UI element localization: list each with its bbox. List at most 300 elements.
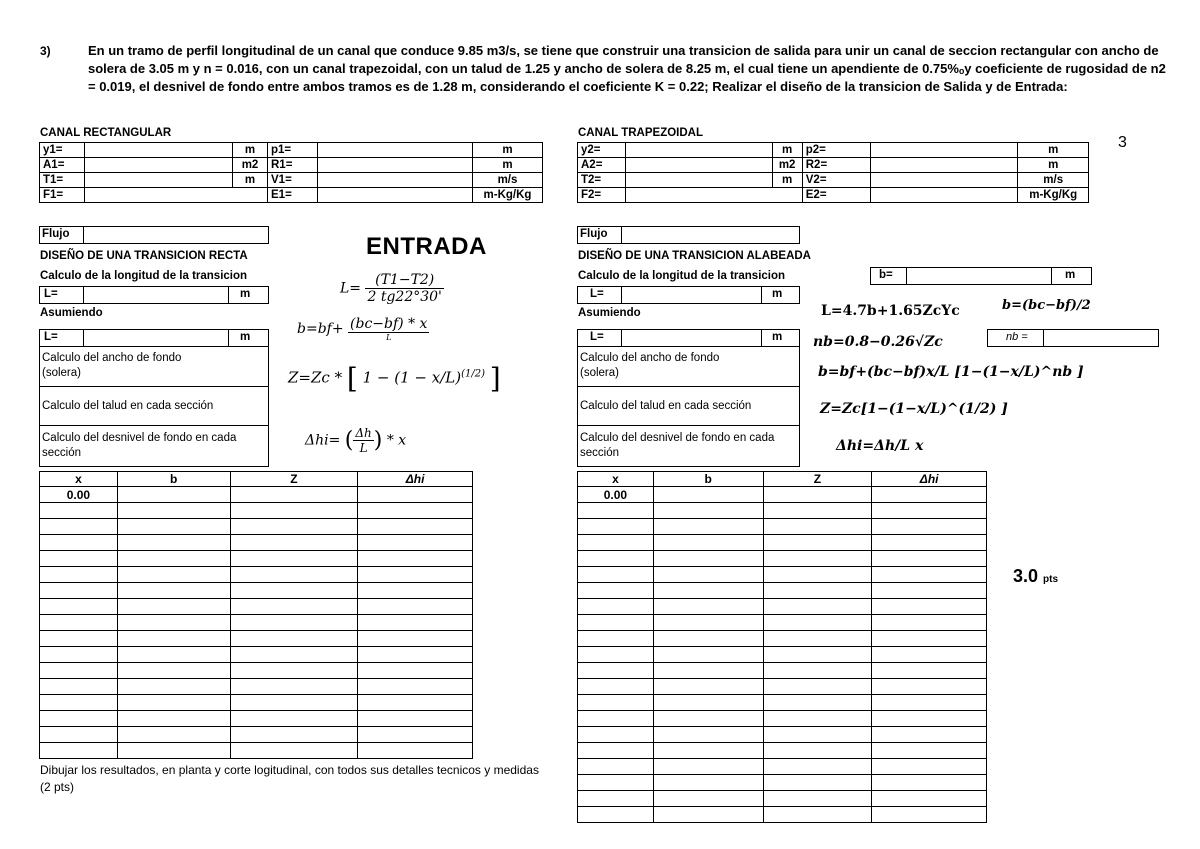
formula-b-alabeada: b=bf+(bc−bf)x/L [1−(1−x/L)^nb ] — [818, 364, 1084, 380]
formula-b-average: b=(bc−bf)/2 — [1002, 298, 1091, 313]
left-L-input[interactable] — [39, 286, 269, 304]
right-calc-length: Calculo de la longitud de la transicion — [578, 270, 786, 282]
table-row — [578, 615, 987, 631]
result-cell[interactable] — [117, 551, 230, 567]
result-cell[interactable] — [40, 647, 118, 663]
formula-dh-alabeada: Δhi=Δh/L x — [836, 438, 924, 454]
left-calc-talud — [39, 386, 269, 428]
calc-ancho-label: Calculo del ancho de fondo (solera) — [42, 352, 182, 379]
result-cell[interactable] — [578, 551, 654, 567]
result-cell[interactable] — [230, 583, 358, 599]
unit-cell: m — [772, 143, 802, 158]
result-cell[interactable] — [872, 695, 987, 711]
label-cell: V2= — [802, 173, 871, 188]
unit-cell: m — [233, 143, 268, 158]
label-cell: R1= — [268, 158, 318, 173]
value-cell[interactable] — [85, 188, 268, 203]
right-calc-talud — [577, 386, 800, 428]
table-row — [578, 535, 987, 551]
result-cell[interactable] — [40, 583, 118, 599]
result-cell[interactable] — [578, 679, 654, 695]
result-cell[interactable] — [872, 599, 987, 615]
result-cell[interactable] — [872, 567, 987, 583]
result-cell[interactable] — [763, 695, 872, 711]
table-row — [578, 663, 987, 679]
result-cell[interactable] — [763, 663, 872, 679]
table-row — [40, 599, 473, 615]
result-cell[interactable] — [653, 551, 763, 567]
unit-label: m — [240, 331, 251, 343]
table-row — [40, 583, 473, 599]
value-cell[interactable] — [626, 188, 802, 203]
value-cell[interactable] — [871, 188, 1018, 203]
denominator: 2 tg22°30' — [367, 289, 442, 305]
result-cell[interactable] — [872, 631, 987, 647]
result-cell[interactable] — [578, 503, 654, 519]
column-header: Z — [763, 472, 872, 487]
result-cell[interactable] — [40, 503, 118, 519]
result-cell[interactable] — [117, 615, 230, 631]
result-cell[interactable] — [230, 647, 358, 663]
result-cell[interactable] — [358, 695, 473, 711]
calc-talud-label: Calculo del talud en cada sección — [42, 400, 214, 412]
result-cell[interactable] — [358, 583, 473, 599]
result-cell[interactable] — [653, 743, 763, 759]
bracket: [ — [346, 362, 358, 395]
formula-L-alabeada: L=4.7b+1.65ZcYc — [821, 303, 960, 319]
column-header: Δhi — [358, 472, 473, 487]
result-cell[interactable] — [230, 567, 358, 583]
unit-cell: m — [473, 143, 543, 158]
right-design-title: DISEÑO DE UNA TRANSICION ALABEADA — [578, 250, 811, 262]
result-cell[interactable] — [653, 711, 763, 727]
table-row — [578, 583, 987, 599]
result-cell[interactable] — [578, 759, 654, 775]
value-cell[interactable] — [626, 143, 772, 158]
result-cell[interactable] — [763, 519, 872, 535]
unit-cell: m2 — [772, 158, 802, 173]
table-row — [578, 647, 987, 663]
result-cell[interactable] — [578, 567, 654, 583]
value-cell[interactable] — [318, 173, 473, 188]
label-cell: A1= — [40, 158, 85, 173]
result-cell[interactable] — [578, 535, 654, 551]
left-calc-length: Calculo de la longitud de la transicion — [40, 270, 248, 282]
result-cell[interactable] — [872, 711, 987, 727]
numerator: Δh — [355, 426, 372, 440]
result-cell[interactable] — [653, 583, 763, 599]
table-row — [578, 503, 987, 519]
value-cell[interactable] — [626, 158, 772, 173]
result-cell[interactable] — [872, 759, 987, 775]
result-cell[interactable] — [763, 759, 872, 775]
right-results-table — [577, 471, 987, 823]
result-cell[interactable] — [230, 711, 358, 727]
result-cell[interactable] — [763, 647, 872, 663]
numerator: (T1−T2) — [365, 272, 443, 289]
formula-length — [340, 272, 444, 305]
result-cell[interactable] — [653, 647, 763, 663]
formula-b — [297, 316, 429, 342]
result-cell[interactable] — [653, 487, 763, 503]
result-cell[interactable] — [117, 583, 230, 599]
result-cell[interactable] — [358, 599, 473, 615]
left-canal-table — [39, 142, 543, 203]
result-cell[interactable] — [872, 519, 987, 535]
result-cell[interactable] — [358, 567, 473, 583]
result-cell[interactable] — [653, 503, 763, 519]
result-cell[interactable] — [763, 551, 872, 567]
result-cell[interactable] — [653, 727, 763, 743]
label-cell: y2= — [578, 143, 626, 158]
result-cell[interactable] — [763, 599, 872, 615]
b-label: b= — [879, 269, 893, 281]
unit-cell: m/s — [473, 173, 543, 188]
table-row — [40, 615, 473, 631]
value-cell[interactable] — [318, 158, 473, 173]
label-cell: p2= — [802, 143, 871, 158]
unit-cell: m — [473, 158, 543, 173]
result-cell[interactable] — [117, 743, 230, 759]
drawing-note: Dibujar los resultados, en planta y corte logitudinal, con todos sus detalles tecnicos y medidas (2 pts) — [40, 763, 539, 794]
table-row — [578, 631, 987, 647]
result-cell[interactable] — [230, 519, 358, 535]
table-row — [40, 535, 473, 551]
result-cell[interactable] — [763, 615, 872, 631]
result-cell[interactable] — [358, 615, 473, 631]
result-cell[interactable] — [40, 551, 118, 567]
table-row — [40, 647, 473, 663]
result-cell[interactable] — [578, 695, 654, 711]
result-cell[interactable] — [578, 631, 654, 647]
result-cell[interactable] — [763, 775, 872, 791]
result-cell[interactable] — [763, 631, 872, 647]
nb-label: nb = — [1006, 331, 1028, 343]
formula-Z-alabeada: Z=Zc[1−(1−x/L)^(1/2) ] — [820, 401, 1008, 417]
table-row — [578, 519, 987, 535]
result-cell[interactable] — [763, 503, 872, 519]
result-cell[interactable] — [578, 519, 654, 535]
table-row — [578, 711, 987, 727]
result-cell[interactable] — [358, 551, 473, 567]
unit-label: m — [772, 288, 783, 300]
result-cell[interactable] — [872, 551, 987, 567]
result-cell[interactable] — [872, 663, 987, 679]
table-row — [40, 519, 473, 535]
result-cell[interactable] — [653, 791, 763, 807]
result-cell[interactable] — [763, 567, 872, 583]
column-header: x — [578, 472, 654, 487]
table-row — [40, 679, 473, 695]
label-cell: T2= — [578, 173, 626, 188]
result-cell[interactable] — [230, 631, 358, 647]
result-cell[interactable] — [578, 711, 654, 727]
denominator: L — [359, 441, 368, 455]
right-L-input[interactable] — [577, 286, 800, 304]
unit-label: m — [240, 288, 251, 300]
result-cell[interactable] — [358, 663, 473, 679]
table-row — [578, 551, 987, 567]
unit-label: m — [1065, 269, 1076, 281]
result-cell[interactable] — [230, 679, 358, 695]
result-cell[interactable] — [358, 727, 473, 743]
denominator: L — [386, 333, 392, 342]
result-cell[interactable] — [117, 711, 230, 727]
calc-ancho-label: Calculo del ancho de fondo (solera) — [580, 352, 720, 379]
result-cell[interactable] — [40, 711, 118, 727]
formula-Z-lhs: Z=Zc * — [288, 368, 343, 387]
column-header: b — [653, 472, 763, 487]
result-cell[interactable] — [40, 519, 118, 535]
flujo-label: Flujo — [580, 228, 608, 240]
table-row — [578, 775, 987, 791]
result-cell[interactable]: 0.00 — [578, 487, 654, 503]
result-cell[interactable] — [653, 807, 763, 823]
formula-b-lhs: b=bf+ — [297, 321, 344, 337]
result-cell[interactable] — [117, 663, 230, 679]
result-cell[interactable] — [653, 631, 763, 647]
result-cell[interactable] — [872, 775, 987, 791]
L-label: L= — [44, 331, 58, 343]
result-cell[interactable] — [872, 647, 987, 663]
result-cell[interactable] — [358, 679, 473, 695]
result-cell[interactable] — [578, 791, 654, 807]
result-cell[interactable] — [578, 743, 654, 759]
result-cell[interactable] — [578, 727, 654, 743]
result-cell[interactable] — [40, 631, 118, 647]
result-cell[interactable] — [117, 727, 230, 743]
value-cell[interactable] — [871, 143, 1018, 158]
result-cell[interactable] — [653, 519, 763, 535]
result-cell[interactable] — [40, 695, 118, 711]
result-cell[interactable] — [653, 599, 763, 615]
result-cell[interactable] — [578, 599, 654, 615]
table-row — [40, 143, 543, 158]
result-cell[interactable] — [230, 695, 358, 711]
result-cell[interactable] — [653, 535, 763, 551]
result-cell[interactable] — [117, 631, 230, 647]
result-cell[interactable] — [40, 615, 118, 631]
result-cell[interactable] — [872, 535, 987, 551]
formula-dh-lhs: Δhi= — [305, 432, 341, 449]
result-cell[interactable] — [872, 743, 987, 759]
result-cell[interactable] — [358, 487, 473, 503]
left-flujo-box[interactable] — [39, 226, 269, 244]
result-cell[interactable]: 0.00 — [40, 487, 118, 503]
result-cell[interactable] — [117, 567, 230, 583]
result-cell[interactable] — [578, 775, 654, 791]
table-row — [40, 743, 473, 759]
table-row — [578, 567, 987, 583]
L-label: L= — [590, 331, 604, 343]
formula-nb: nb=0.8−0.26√Zc — [813, 334, 943, 350]
right-L-assumed-input[interactable] — [577, 329, 800, 347]
result-cell[interactable] — [230, 551, 358, 567]
result-cell[interactable] — [117, 487, 230, 503]
result-cell[interactable] — [117, 535, 230, 551]
result-cell[interactable] — [763, 711, 872, 727]
table-row — [578, 695, 987, 711]
result-cell[interactable] — [40, 599, 118, 615]
result-cell[interactable] — [653, 695, 763, 711]
table-row — [40, 487, 473, 503]
formula-dh — [305, 426, 406, 455]
table-row — [578, 188, 1089, 203]
left-calc-desnivel — [39, 425, 269, 467]
table-row — [40, 695, 473, 711]
unit-cell: m — [1018, 143, 1089, 158]
result-cell[interactable] — [358, 647, 473, 663]
result-cell[interactable] — [578, 615, 654, 631]
result-cell[interactable] — [358, 743, 473, 759]
problem-number: 3) — [40, 44, 51, 58]
result-cell[interactable] — [40, 535, 118, 551]
label-cell: T1= — [40, 173, 85, 188]
result-cell[interactable] — [40, 743, 118, 759]
unit-cell: m — [1018, 158, 1089, 173]
result-cell[interactable] — [230, 503, 358, 519]
result-cell[interactable] — [117, 647, 230, 663]
table-row — [40, 663, 473, 679]
result-cell[interactable] — [117, 519, 230, 535]
unit-label: m — [772, 331, 783, 343]
result-cell[interactable] — [117, 599, 230, 615]
formula-Z — [288, 362, 501, 395]
result-cell[interactable] — [358, 519, 473, 535]
table-row — [578, 743, 987, 759]
table-row — [578, 727, 987, 743]
table-row — [578, 759, 987, 775]
formula-dh-tail: * x — [386, 432, 407, 449]
result-cell[interactable] — [653, 615, 763, 631]
table-header-row — [578, 472, 987, 487]
points-value: 3.0 — [1013, 566, 1039, 586]
unit-cell: m/s — [1018, 173, 1089, 188]
left-canal-title: CANAL RECTANGULAR — [40, 127, 172, 139]
result-cell[interactable] — [872, 583, 987, 599]
table-row — [40, 503, 473, 519]
right-asumiendo: Asumiendo — [578, 307, 641, 319]
label-cell: E2= — [802, 188, 871, 203]
value-cell[interactable] — [871, 158, 1018, 173]
unit-cell: m-Kg/Kg — [1018, 188, 1089, 203]
flujo-label: Flujo — [42, 228, 70, 240]
result-cell[interactable] — [653, 567, 763, 583]
column-header: Z — [230, 472, 358, 487]
paren: ) — [373, 428, 383, 453]
entrada-heading: ENTRADA — [366, 233, 487, 260]
formula-Z-body: 1 − (1 − x/L) — [362, 368, 462, 387]
result-cell[interactable] — [230, 599, 358, 615]
value-cell[interactable] — [318, 188, 473, 203]
result-cell[interactable] — [358, 631, 473, 647]
left-results-table — [39, 471, 473, 759]
result-cell[interactable] — [230, 663, 358, 679]
label-cell: A2= — [578, 158, 626, 173]
right-flujo-box[interactable] — [577, 226, 800, 244]
table-row — [40, 173, 543, 188]
result-cell[interactable] — [872, 679, 987, 695]
result-cell[interactable] — [763, 535, 872, 551]
result-cell[interactable] — [230, 535, 358, 551]
table-row — [578, 143, 1089, 158]
result-cell[interactable] — [117, 503, 230, 519]
result-cell[interactable] — [578, 583, 654, 599]
result-cell[interactable] — [653, 679, 763, 695]
result-cell[interactable] — [872, 727, 987, 743]
result-cell[interactable] — [358, 711, 473, 727]
result-cell[interactable] — [578, 647, 654, 663]
result-cell[interactable] — [872, 487, 987, 503]
result-cell[interactable] — [230, 743, 358, 759]
result-cell[interactable] — [653, 663, 763, 679]
result-cell[interactable] — [230, 615, 358, 631]
left-L-assumed-input[interactable] — [39, 329, 269, 347]
result-cell[interactable] — [230, 487, 358, 503]
table-row — [40, 158, 543, 173]
result-cell[interactable] — [653, 759, 763, 775]
result-cell[interactable] — [117, 695, 230, 711]
result-cell[interactable] — [358, 503, 473, 519]
label-cell: R2= — [802, 158, 871, 173]
result-cell[interactable] — [872, 791, 987, 807]
unit-cell: m-Kg/Kg — [473, 188, 543, 203]
result-cell[interactable] — [872, 615, 987, 631]
result-cell[interactable] — [117, 679, 230, 695]
table-row — [578, 599, 987, 615]
calc-desnivel-label: Calculo del desnivel de fondo en cada sección — [580, 432, 775, 459]
fraction — [348, 316, 429, 342]
value-cell[interactable] — [85, 158, 233, 173]
result-cell[interactable] — [40, 663, 118, 679]
right-b-input[interactable] — [870, 267, 1092, 285]
result-cell[interactable] — [872, 503, 987, 519]
value-cell[interactable] — [871, 173, 1018, 188]
left-design-title: DISEÑO DE UNA TRANSICION RECTA — [40, 250, 248, 262]
result-cell[interactable] — [763, 583, 872, 599]
result-cell[interactable] — [763, 727, 872, 743]
value-cell[interactable] — [318, 143, 473, 158]
result-cell[interactable] — [40, 567, 118, 583]
label-cell: E1= — [268, 188, 318, 203]
left-calc-ancho — [39, 346, 269, 389]
result-cell[interactable] — [358, 535, 473, 551]
label-cell: F2= — [578, 188, 626, 203]
result-cell[interactable] — [653, 775, 763, 791]
result-cell[interactable] — [578, 663, 654, 679]
result-cell[interactable] — [40, 727, 118, 743]
result-cell[interactable] — [763, 679, 872, 695]
value-cell[interactable] — [85, 173, 233, 188]
result-cell[interactable] — [872, 807, 987, 823]
table-row — [578, 807, 987, 823]
nb-input[interactable] — [987, 329, 1159, 347]
table-row — [40, 188, 543, 203]
result-cell[interactable] — [578, 807, 654, 823]
result-cell[interactable] — [763, 487, 872, 503]
result-cell[interactable] — [763, 743, 872, 759]
result-cell[interactable] — [763, 791, 872, 807]
value-cell[interactable] — [85, 143, 233, 158]
result-cell[interactable] — [763, 807, 872, 823]
result-cell[interactable] — [230, 727, 358, 743]
right-canal-table — [577, 142, 1089, 203]
unit-cell: m — [772, 173, 802, 188]
column-header: Δhi — [872, 472, 987, 487]
table-row — [578, 679, 987, 695]
result-cell[interactable] — [40, 679, 118, 695]
value-cell[interactable] — [626, 173, 772, 188]
